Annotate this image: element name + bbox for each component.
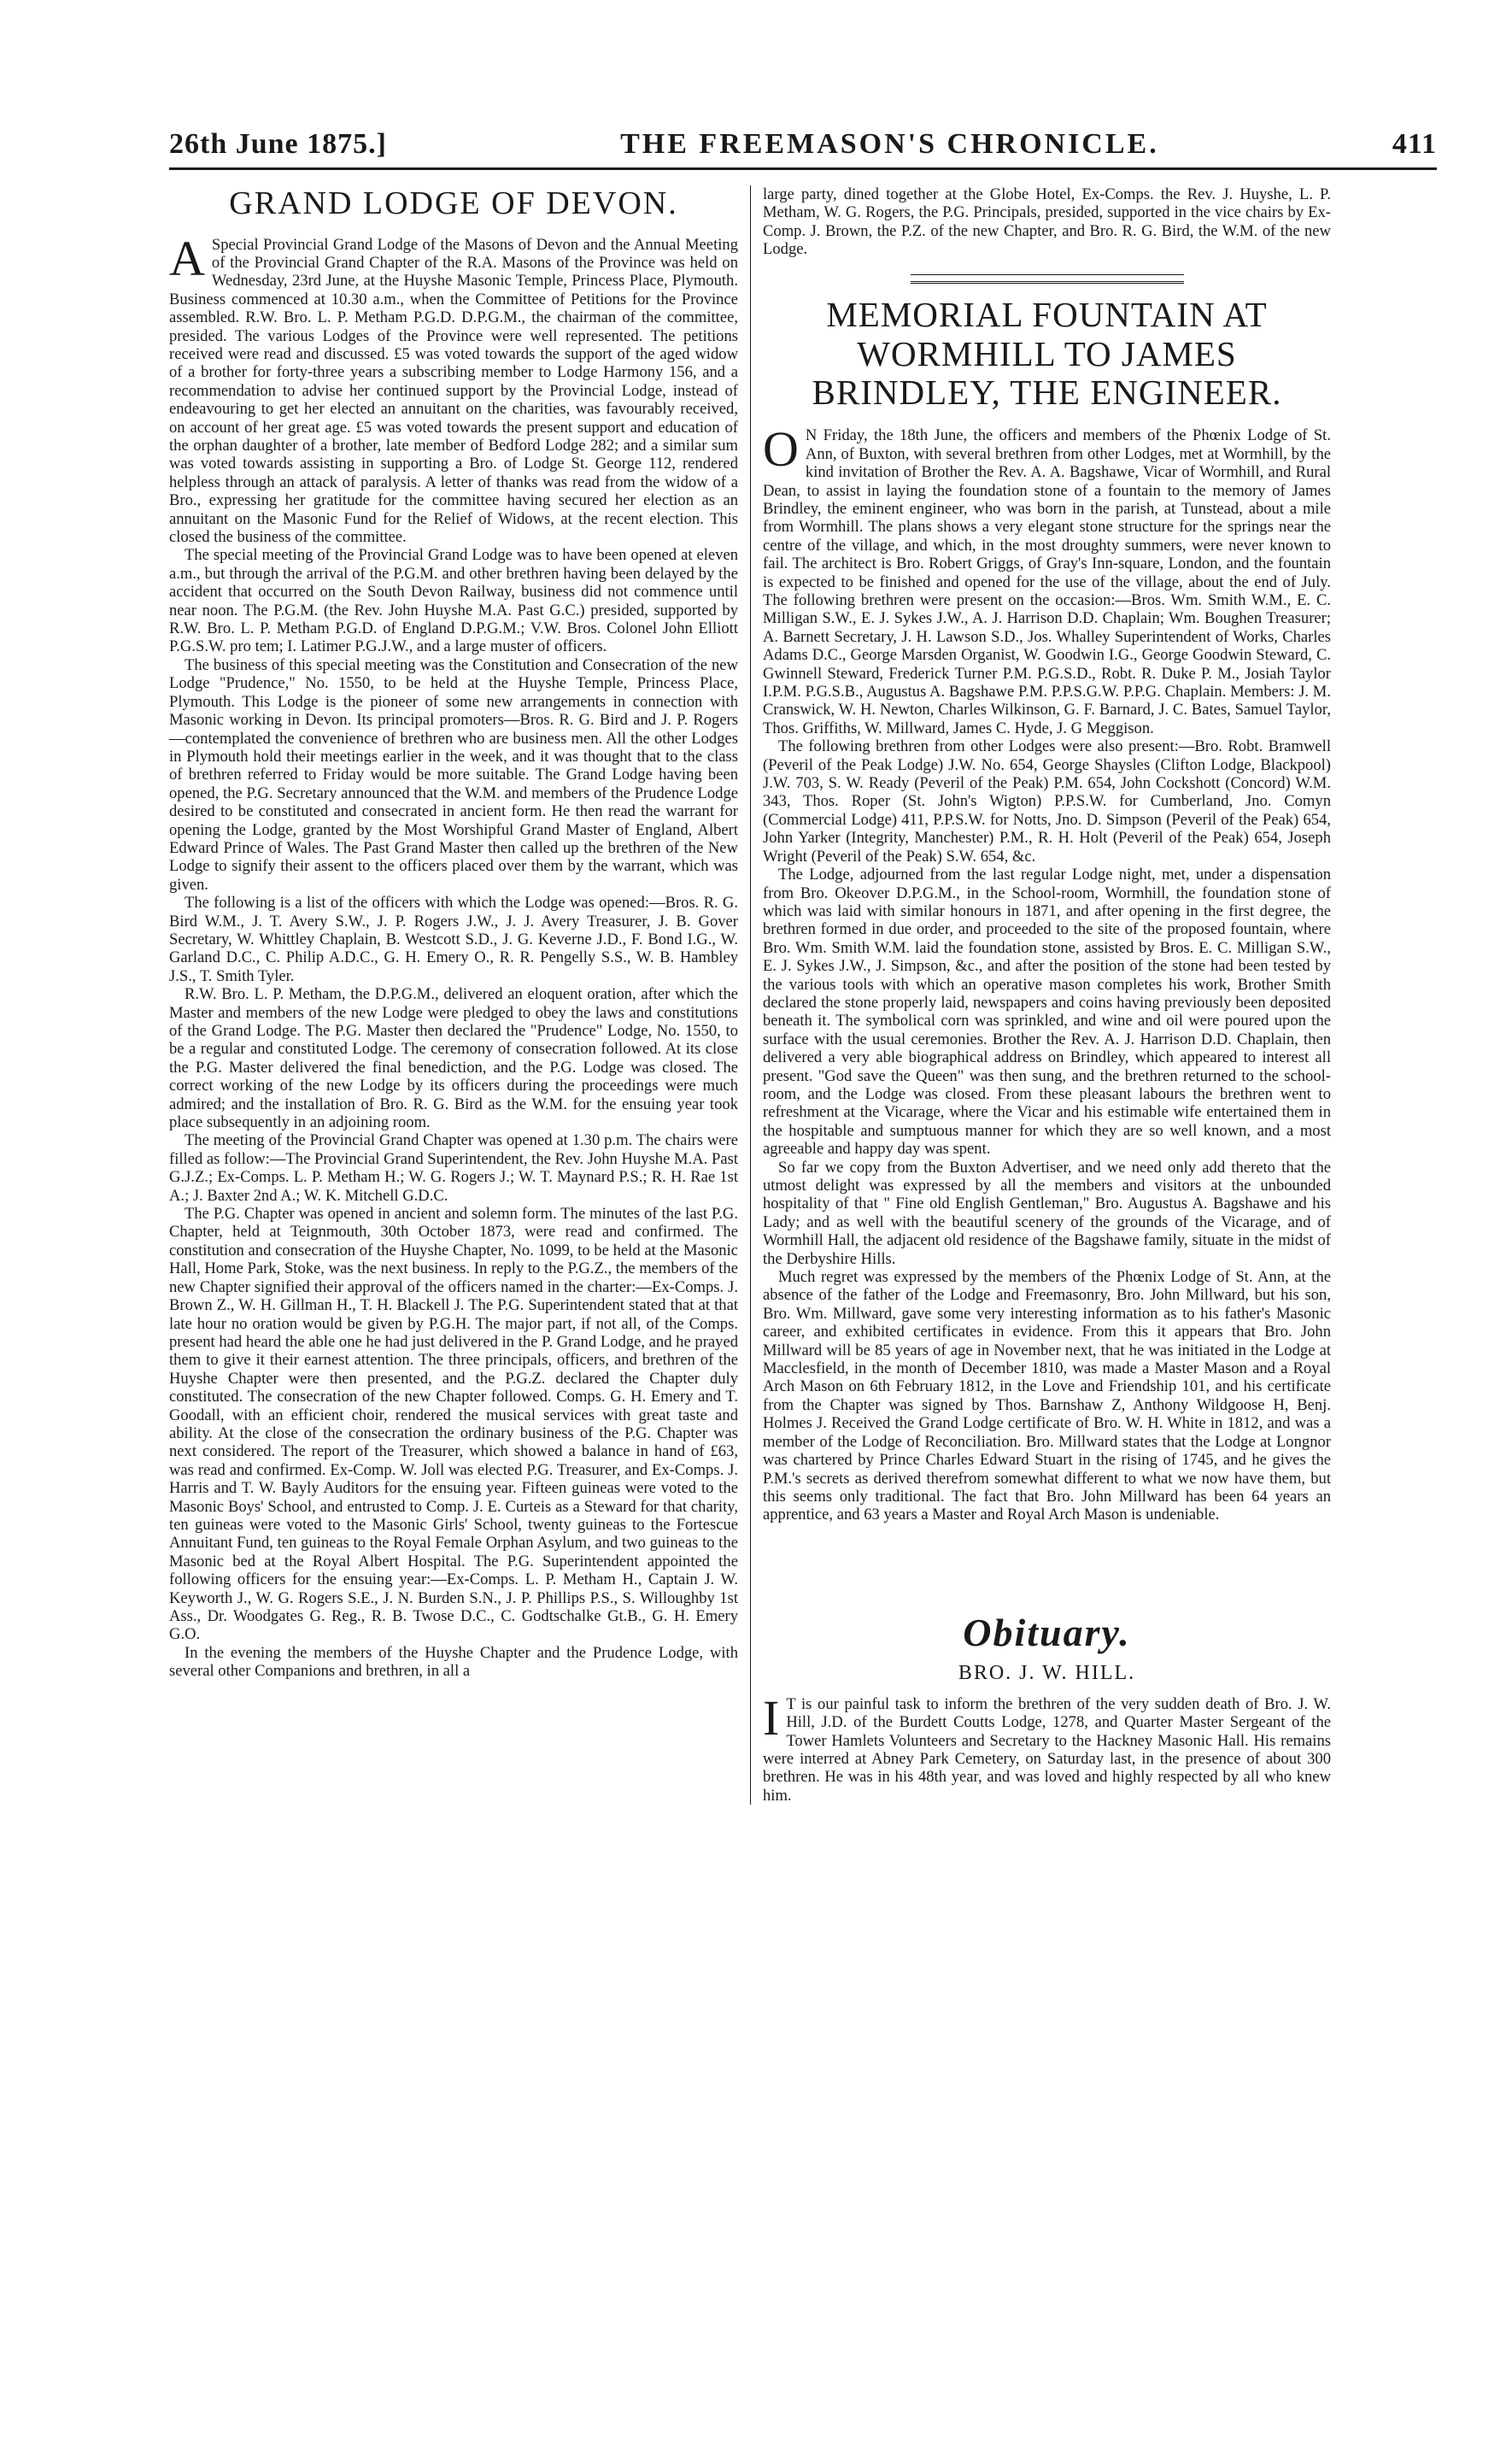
columns bbox=[169, 185, 1437, 1805]
article-heading-memorial-fountain: MEMORIAL FOUNTAIN AT WORMHILL TO JAMES BRINDLEY, THE ENGINEER. bbox=[812, 294, 1282, 413]
article-paragraph: In the evening the members of the Huyshe Chapter and the Prudence Lodge, with several other Companions and brethren, in all a bbox=[169, 1643, 738, 1681]
obituary-subheading: BRO. J. W. HILL. bbox=[958, 1661, 1136, 1684]
article-paragraph: The following is a list of the officers with which the Lodge was opened:—Bros. R. G. Bird W.M., J. T. Avery S.W., J. P. Rogers J.W., J. J. Avery Treasurer, J. B. Gover Secretary, W. Whittley Chaplain, B. Westcott S.D., J. G. Keverne J.D., F. Bond I.G., W. Garland D.C., C. Philip A.D.C., G. H. Emery O., R. R. Pengelly S.S., W. B. Hambley J.S., T. Smith Tyler. bbox=[169, 894, 738, 985]
obituary-paragraph: I T is our painful task to inform the brethren of the very sudden death of Bro. J. W. Hill, J.D. of the Burdett Coutts Lodge, 1278, and Quarter Master Sergeant of the Tower Hamlets Volunteers and Secretary to the Hackney Masonic Hall. His remains were interred at Abney Park Cemetery, on Saturday last, in the presence of about 300 brethren. He was in his 48th year, and was loved and highly respected by all who knew him. bbox=[763, 1689, 1331, 1805]
publication-title: THE FREEMASON'S CHRONICLE. bbox=[620, 128, 1159, 160]
article-heading-grand-lodge: GRAND LODGE OF DEVON. bbox=[229, 185, 678, 221]
article-paragraph: A Special Provincial Grand Lodge of the Masons of Devon and the Annual Meeting of the Provincial Grand Chapter of the R.A. Masons of the Province was held on Wednesday, 23rd June, at the Huyshe Masonic Temple, Princess Place, Plymouth. Business commenced at 10.30 a.m., when the Committee of Petitions for the Province assembled. R.W. Bro. L. P. Metham P.G.D. D.P.G.M., the chairman of the committee, presided. The various Lodges of the Province were well represented. The petitions received were read and discussed. £5 was voted towards the support of the aged widow of a brother for forty-three years a subscribing member to Lodge Harmony 156, and a recommendation to advise her continued support by the Provincial Lodge, instead of endeavouring to get her elected an annuitant on the charities, was favourably received, on account of her great age. £5 was voted towards the present support and education of the orphan daughter of a brother, late member of Bedford Lodge 282; and a similar sum was voted towards assisting in supporting a Bro. of Lodge St. George 112, rendered helpless through an attack of paralysis. A letter of thanks was read from the widow of a Bro., expressing her gratitude for the committee having secured her election as an annuitant on the Masonic Fund for the Relief of Widows, at the recent election. This closed the business of the committee. bbox=[169, 230, 738, 547]
article-paragraph: The following brethren from other Lodges were also present:—Bro. Robt. Bramwell (Peveril of the Peak Lodge) J.W. No. 654, George Shaysles (Clifton Lodge, Blackpool) J.W. 703, S. W. Ready (Peveril of the Peak) P.M. 654, John Cockshott (Concord) W.M. 343, Thos. Roper (St. John's Wigton) P.P.S.W. for Cumberland, Jno. Comyn (Commercial Lodge) 411, P.P.S.W. for Notts, Jno. D. Simpson (Peveril of the Peak) 654, John Yarker (Integrity, Manchester) P.M., R. H. Holt (Peveril of the Peak) 654, Joseph Wright (Peveril of the Peak) S.W. 654, &c. bbox=[763, 737, 1331, 866]
article-paragraph: The meeting of the Provincial Grand Chapter was opened at 1.30 p.m. The chairs were filled as follow:—The Provincial Grand Superintendent, the Rev. John Huyshe M.A. Past G.J.Z.; Ex-Comps. L. P. Metham H.; W. G. Rogers J.; W. T. Maynard P.S.; R. H. Rae 1st A.; J. Baxter 2nd A.; W. K. Mitchell G.D.C. bbox=[169, 1131, 738, 1205]
article-paragraph: The P.G. Chapter was opened in ancient and solemn form. The minutes of the last P.G. Chapter, held at Teignmouth, 30th October 1873, were read and confirmed. The constitution and consecration of the Huyshe Chapter, No. 1099, to be held at the Masonic Hall, Home Park, Stoke, was the next business. In reply to the P.G.Z., the members of the new Chapter signified their approval of the officers named in the charter:—Ex-Comps. J. Brown Z., W. H. Gillman H., T. H. Blackell J. The P.G. Superintendent stated that at that late hour no oration would be given by P.G.H. The major part, if not all, of the Comps. present had heard the able one he had just delivered in the P. Grand Lodge, and he prayed them to give it their earnest attention. The three principals, officers, and brethren of the Huyshe Chapter were then presented, and the P.G.Z. declared the Chapter duly constituted. The consecration of the new Chapter followed. Comps. G. H. Emery and T. Goodall, with an efficient choir, rendered the musical services with great taste and ability. At the close of the consecration the ordinary business of the P.G. Chapter was next considered. The report of the Treasurer, which showed a balance in hand of £63, was read and confirmed. Ex-Comp. W. Joll was elected P.G. Treasurer, and Ex-Comps. J. Harris and T. W. Bayly Auditors for the ensuing year. Fifteen guineas were voted to the Masonic Boys' School, and entrusted to Comp. J. E. Curteis as a Steward for that charity, ten guineas were voted to the Masonic Girls' School, twenty guineas to the Fortescue Annuitant Fund, ten guineas to the Royal Female Orphan Asylum, and two guineas to the Masonic bed at the Royal Albert Hospital. The P.G. Superintendent appointed the following officers for the ensuing year:—Ex-Comps. L. P. Metham H., Captain J. W. Keyworth J., W. G. Rogers S.E., J. N. Burden S.N., J. P. Phillips P.S., S. Willoughby 1st Ass., Dr. Woodgates G. Reg., R. B. Twose D.C., C. Godtschalke Gt.B., G. H. Emery G.O. bbox=[169, 1205, 738, 1644]
drop-cap: A bbox=[169, 230, 205, 286]
article-paragraph: The special meeting of the Provincial Grand Lodge was to have been opened at eleven a.m., but through the arrival of the P.G.M. and other brethren having been delayed by the accident that occurred on the South Devon Railway, business did not commence until near noon. The P.G.M. (the Rev. John Huyshe M.A. Past G.C.) presided, supported by R.W. Bro. L. P. Metham P.G.D. of England D.P.G.M.; V.W. Bros. Colonel John Elliott P.G.S.W. pro tem; I. Latimer P.G.J.W., and a large muster of officers. bbox=[169, 546, 738, 656]
article-paragraph: large party, dined together at the Globe Hotel, Ex-Comps. the Rev. J. Huyshe, L. P. Metham, W. G. Rogers, the P.G. Principals, presided, supported in the vice chairs by Ex-Comp. J. Brown, the P.Z. of the new Chapter, and Bro. R. G. Bird, the W.M. of the new Lodge. bbox=[763, 185, 1331, 259]
issue-date: 26th June 1875.] bbox=[169, 128, 387, 160]
article-paragraph: O N Friday, the 18th June, the officers and members of the Phœnix Lodge of St. Ann, of Buxton, with several brethren from other Lodges, met at Wormhill, by the kind invitation of Brother the Rev. A. A. Bagshawe, Vicar of Wormhill, and Rural Dean, to assist in laying the foundation stone of a fountain to the memory of James Brindley, the eminent engineer, who was born in the parish, at Tunstead, about a mile from Wormhill. The plans shows a very elegant stone structure for the springs near the centre of the village, and which, in the most droughty summers, were never known to fail. The architect is Bro. Robert Griggs, of Gray's Inn-square, London, and the fountain is expected to be finished and opened for the use of the village, about the end of July. The following brethren were present on the occasion:—Bros. Wm. Smith W.M., E. C. Milligan S.W., E. J. Sykes J.W., A. J. Harrison D.D. Chaplain; Wm. Boughen Treasurer; A. Barnett Secretary, J. H. Lawson S.D., Jos. Whalley Superintendent of Works, Charles Adams D.C., George Marsden Organist, W. Goodwin I.G., George Goodwin Steward, C. Gwinnell Steward, Frederick Turner P.M. P.G.S.D., Robt. R. Duke P. M., Josiah Taylor I.P.M. P.G.S.B., Augustus A. Bagshawe P.M. P.P.S.G.W. P.P.G. Chaplain. Members: J. M. Cranswick, W. H. Newton, Charles Wilkinson, G. F. Barnard, J. C. Bates, Samuel Taylor, Thos. Griffiths, W. Millward, James C. Hyde, J. G Meggison. bbox=[763, 421, 1331, 737]
right-column bbox=[750, 185, 1331, 1805]
section-rule bbox=[911, 274, 1184, 284]
obituary-heading: Obituary. bbox=[963, 1610, 1131, 1654]
left-column bbox=[169, 185, 750, 1805]
drop-cap: I bbox=[763, 1689, 780, 1746]
masthead bbox=[169, 128, 1437, 170]
article-paragraph: The Lodge, adjourned from the last regular Lodge night, met, under a dispensation from Bro. Okeover D.P.G.M., in the School-room, Wormhill, the foundation stone of which was laid with similar honours in 1871, and after opening in the first degree, the brethren formed in due order, and proceeded to the site of the proposed fountain, where Bro. Wm. Smith W.M. laid the foundation stone, assisted by Bros. E. C. Milligan S.W., E. J. Sykes J.W., J. Simpson, &c., and after the position of the stone had been tested by the various tools with which an operative mason completes his work, Brother Smith declared the stone properly laid, newspapers and coins having previously been deposited beneath it. The symbolical corn was sprinkled, and wine and oil were poured upon the surface with the usual ceremonies. Brother the Rev. A. J. Harrison D.D. Chaplain, then delivered a very able biographical address on Brindley, which appeared to interest all present. "God save the Queen" was then sung, and the brethren returned to the school-room, and the Lodge was closed. From these pleasant labours the brethren went to refreshment at the Vicarage, where the Vicar and his estimable wife entertained them in the hospitable and sumptuous manner for which they are so well known, and a most agreeable and happy day was spent. bbox=[763, 866, 1331, 1159]
page-number: 411 bbox=[1392, 128, 1437, 160]
article-paragraph: Much regret was expressed by the members of the Phœnix Lodge of St. Ann, at the absence of the father of the Lodge and Freemasonry, Bro. John Millward, but his son, Bro. Wm. Millward, gave some very interesting information as to his father's Masonic career, and exhibited certificates in evidence. From this it appears that Bro. John Millward will be 85 years of age in November next, that he was initiated in the Lodge at Macclesfield, in the month of December 1810, was made a Master Mason and a Royal Arch Mason on 6th February 1812, in the Love and Friendship 101, and his certificate from the Chapter was signed by Thos. Barnshaw Z, Anthony Wildgoose H, Benj. Holmes J. Received the Grand Lodge certificate of Bro. W. H. White in 1812, and was a member of the Lodge of Reconciliation. Bro. Millward states that the Lodge at Longnor was chartered by Prince Charles Edward Stuart in the rising of 1745, and he gives the P.M.'s secrets as derived therefrom somewhat different to what we now have them, but this seems only traditional. The fact that Bro. John Millward has been 64 years an apprentice, and 63 years a Master and Royal Arch Mason is undeniable. bbox=[763, 1268, 1331, 1524]
article-paragraph: So far we copy from the Buxton Advertiser, and we need only add thereto that the utmost delight was expressed by all the members and visitors at the unbounded hospitality of that " Fine old English Gentleman," Bro. Augustus A. Bagshawe and his Lady; and as well with the beautiful scenery of the grounds of the Vicarage, and of Wormhill Hall, the adjacent old residence of the Bagshawe family, situate in the midst of the Derbyshire Hills. bbox=[763, 1158, 1331, 1268]
article-paragraph: R.W. Bro. L. P. Metham, the D.P.G.M., delivered an eloquent oration, after which the Master and members of the new Lodge were pledged to obey the laws and constitutions of the Grand Lodge. The P.G. Master then declared the "Prudence" Lodge, No. 1550, to be a regular and constituted Lodge. The ceremony of consecration followed. At its close the P.G. Master delivered the final benediction, and the P.G. Lodge was closed. The correct working of the new Lodge by its officers during the proceedings were much admired; and the installation of Bro. R. G. Bird as the W.M. for the ensuing year took place subsequently in an adjoining room. bbox=[169, 985, 738, 1132]
article-paragraph: The business of this special meeting was the Constitution and Consecration of the new Lodge "Prudence," No. 1550, to be held at the Huyshe Temple, Princess Place, Plymouth. This Lodge is the pioneer of some new arrangements in connection with Masonic working in Devon. Its principal promoters—Bros. R. G. Bird and J. P. Rogers —contemplated the convenience of brethren who are business men. All the other Lodges in Plymouth hold their meetings earlier in the week, and it was thought that to the class of brethren referred to Friday would be more suitable. The Grand Lodge having been opened, the P.G. Secretary announced that the W.M. and members of the Prudence Lodge desired to be constituted and consecrated in ancient form. He then read the warrant for opening the Lodge, granted by the Most Worshipful Grand Master of England, Albert Edward Prince of Wales. The Past Grand Master then called up the brethren of the New Lodge to signify their assent to the officers placed over them by the warrant, which was given. bbox=[169, 655, 738, 894]
drop-cap: O bbox=[763, 421, 799, 478]
